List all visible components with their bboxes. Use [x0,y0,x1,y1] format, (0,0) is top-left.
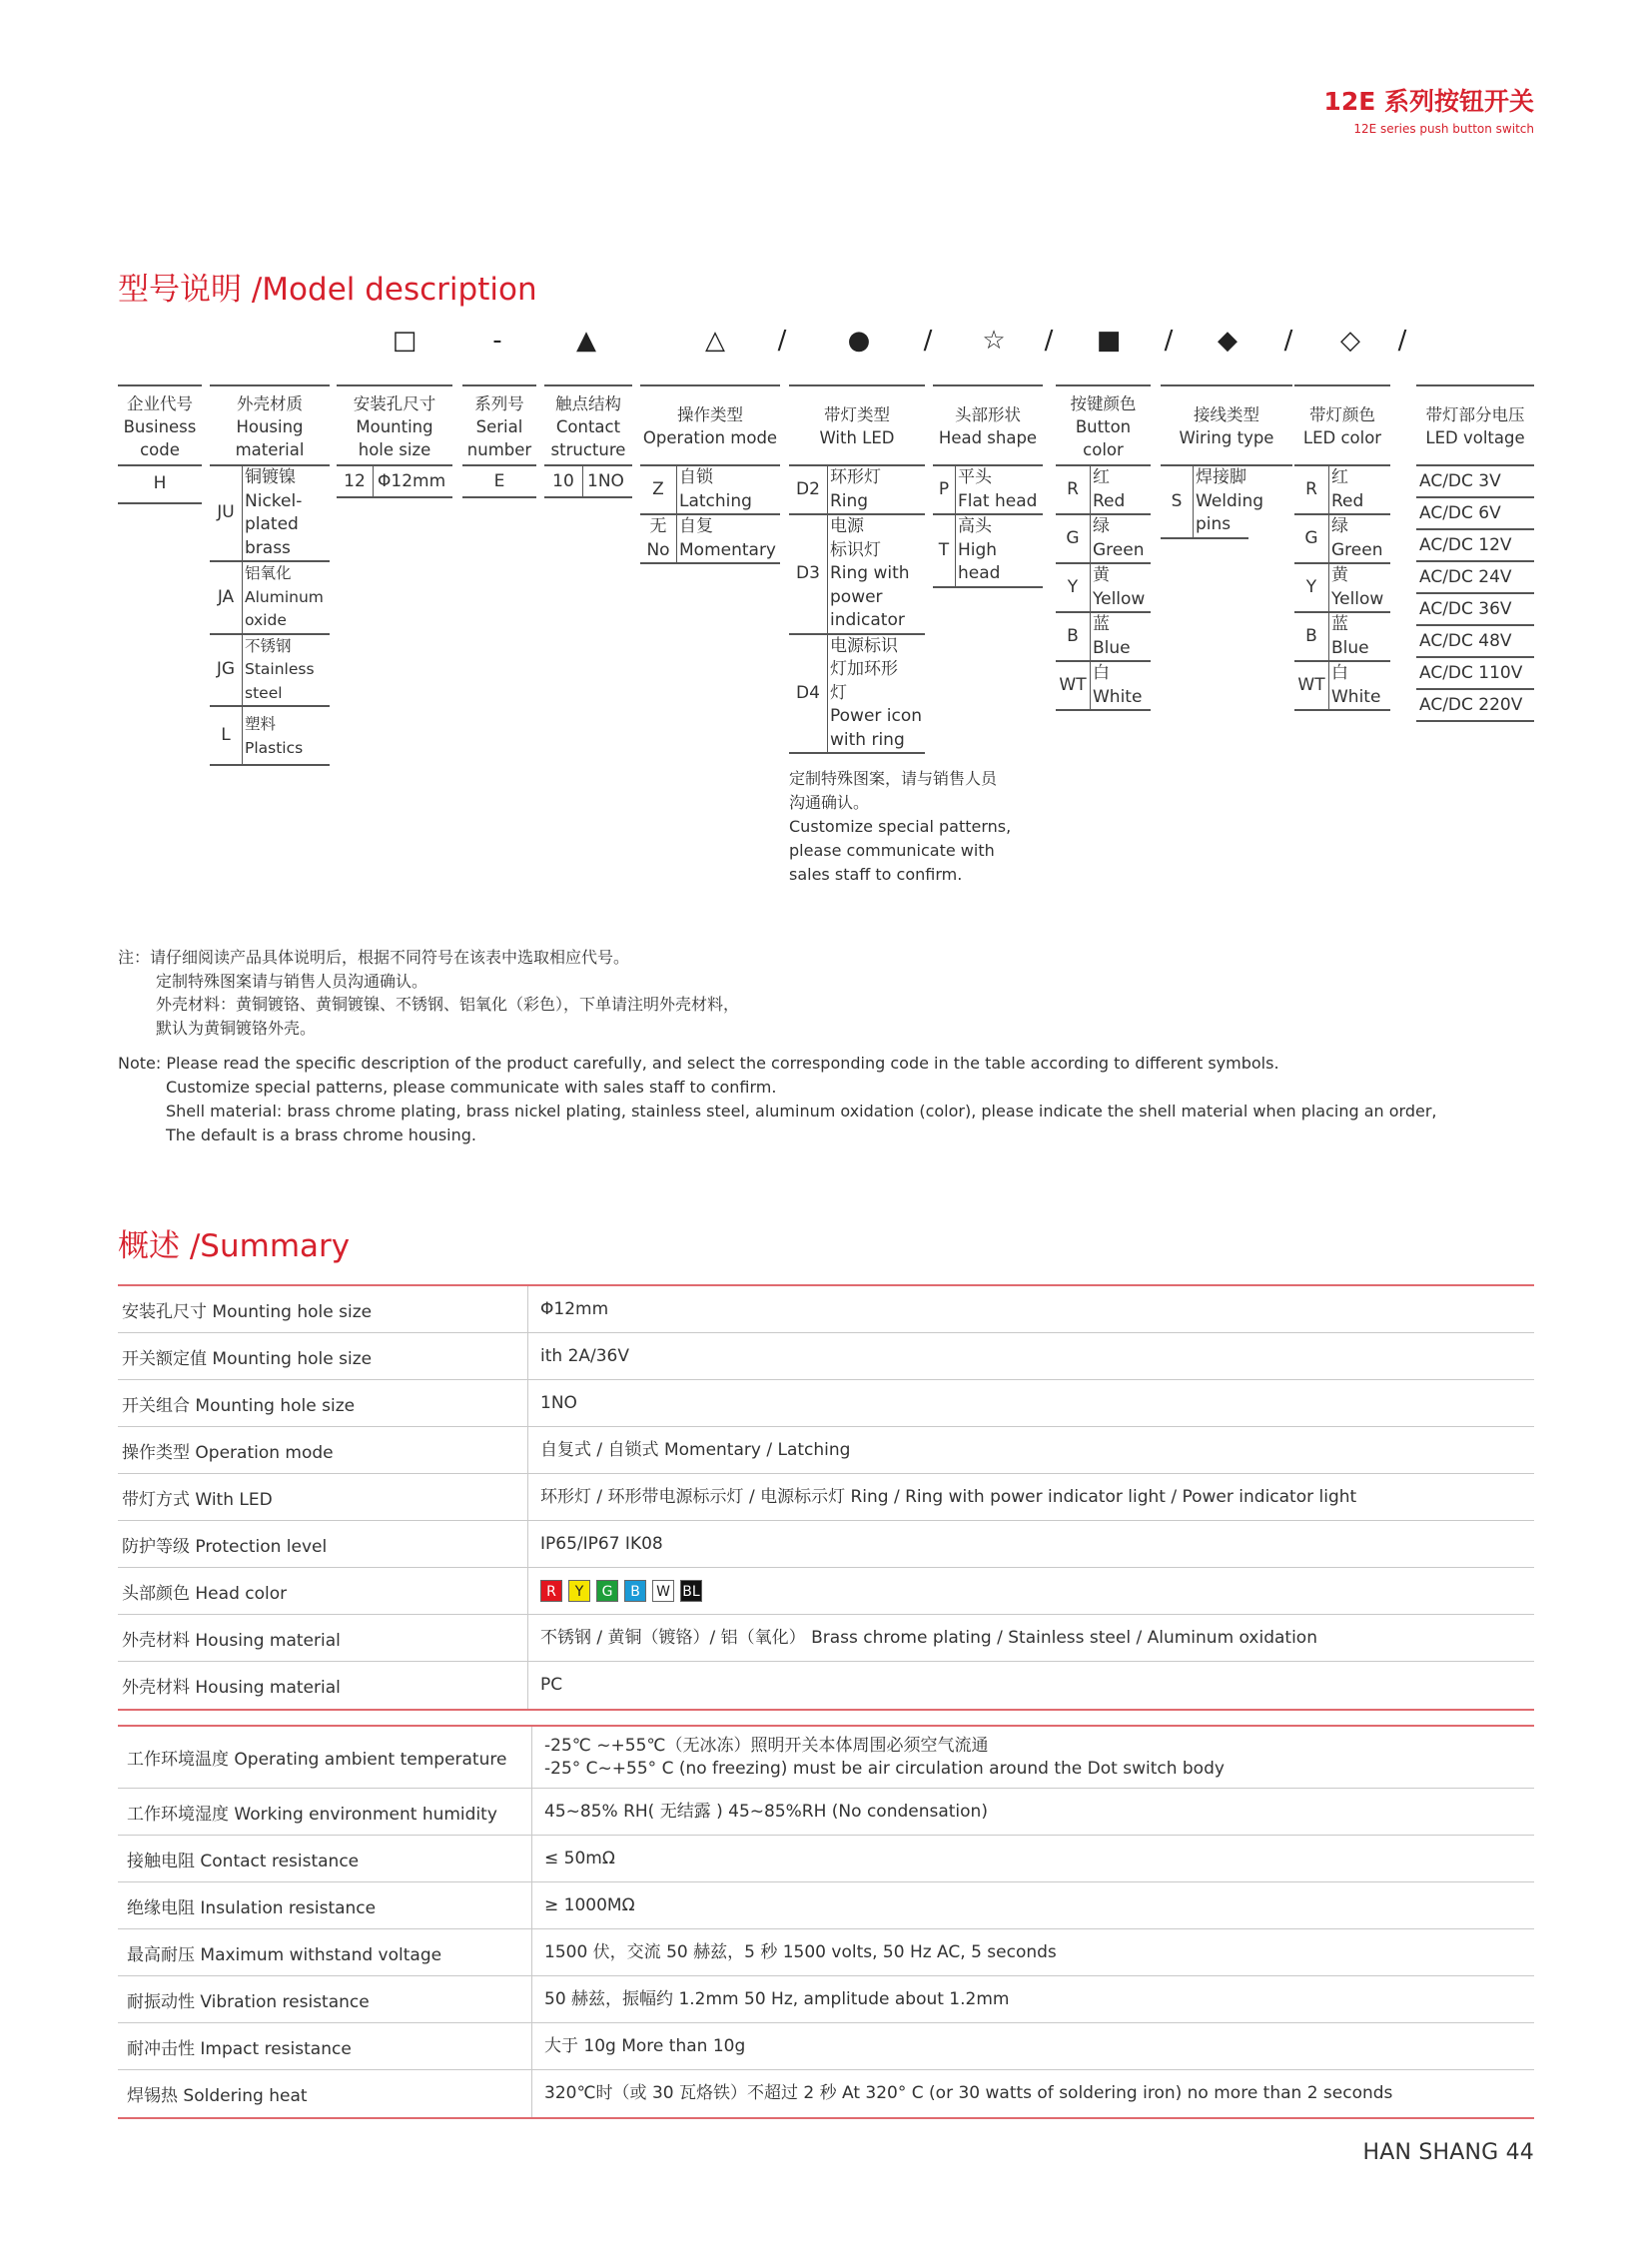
table-row: 绝缘电阻 Insulation resistance ≥ 1000MΩ [118,1882,1534,1929]
led-voltage-value: AC/DC 3V [1416,466,1534,498]
color-chip-black: BL [680,1580,702,1602]
col-head-shape [933,384,1043,588]
symbol-dash: - [492,326,502,356]
contact-option: 10 1NO [544,466,632,498]
col-housing-material [210,384,330,766]
page-footer [1362,2140,1534,2165]
led-custom-note: 定制特殊图案，请与销售人员 沟通确认。 Customize special patterns, please communicate with sales staff to confirm. [789,769,1012,884]
table-row: 外壳材料 Housing material PC [118,1662,1534,1709]
symbol-slash: / [923,326,933,356]
col-header: 操作类型 Operation mode [640,386,780,466]
symbol-slash: / [777,326,787,356]
led-voltage-value: AC/DC 24V [1416,562,1534,594]
led-voltage-value: AC/DC 110V [1416,658,1534,690]
table-row: 外壳材料 Housing material 不锈钢 / 黄铜（镀铬）/ 铝（氧化） Brass chrome plating / Stainless steel / Aluminum oxidation [118,1615,1534,1662]
header-title-cn: 12E 系列按钮开关 [1323,87,1534,116]
col-header: 头部形状 Head shape [933,386,1043,466]
led-color-option: G 绿 Green [1294,515,1390,564]
led-option: D2 环形灯 Ring [789,466,925,515]
led-color-option: WT 白 White [1294,662,1390,711]
symbol-slash: / [1044,326,1054,356]
led-color-option: R 红 Red [1294,466,1390,515]
col-wiring-type [1161,384,1292,539]
table-row: 耐冲击性 Impact resistance 大于 10g More than 10g [118,2023,1534,2070]
table-row: 头部颜色 Head color R Y G B W BL [118,1568,1534,1615]
operation-option: 无 No 自复 Momentary [640,515,780,564]
col-header: 带灯部分电压 LED voltage [1416,386,1534,466]
col-led-voltage [1416,384,1534,722]
col-header: 触点结构 Contact structure [544,386,632,466]
symbol-led-color: ◇ [1340,326,1360,356]
footer-page-number: 44 [1505,2140,1534,2165]
table-row: 安装孔尺寸 Mounting hole size Φ12mm [118,1286,1534,1333]
col-with-led [789,384,925,754]
housing-option: JG 不锈钢 Stainless steel [210,635,330,708]
serial-value: E [462,466,536,498]
head-option: P 平头 Flat head [933,466,1043,515]
col-serial-number [462,384,536,498]
button-color-option: B 蓝 Blue [1056,613,1151,662]
col-header: 接线类型 Wiring type [1161,386,1292,466]
housing-option: JU 铜镀镍 Nickel- plated brass [210,466,330,562]
symbol-slash: / [1283,326,1293,356]
housing-option: JA 铝氧化 Aluminum oxide [210,562,330,635]
header-title-en: 12E series push button switch [1353,122,1534,136]
table-row: 开关组合 Mounting hole size 1NO [118,1380,1534,1427]
footer-brand: HAN SHANG [1362,2140,1499,2165]
col-company-code [118,384,202,504]
operation-option: Z 自锁 Latching [640,466,780,515]
col-header: 按键颜色 Button color [1056,386,1151,466]
col-header: 安装孔尺寸 Mounting hole size [337,386,452,466]
table-row: 开关额定值 Mounting hole size ith 2A/36V [118,1333,1534,1380]
color-chip-yellow: Y [568,1580,590,1602]
led-option: D4 电源标识 灯加环形 灯 Power icon with ring [789,635,925,755]
head-option: T 高头 High head [933,515,1043,588]
table-row: 带灯方式 With LED 环形灯 / 环形带电源标示灯 / 电源标示灯 Ring / Ring with power indicator light / Power indicator light [118,1474,1534,1521]
col-contact-structure [544,384,632,498]
led-voltage-value: AC/DC 36V [1416,594,1534,626]
button-color-option: Y 黄 Yellow [1056,564,1151,613]
symbol-wiring: ◆ [1218,326,1238,356]
table-row: 工作环境温度 Operating ambient temperature -25℃ ~+55℃（无冰冻）照明开关本体周围必须空气流通 -25° C~+55° C (no freezing) must be air circulation around the Dot switch body [118,1727,1534,1789]
company-code-value: H [118,466,202,504]
col-header: 外壳材质 Housing material [210,386,330,466]
notes-en: Note: Please read the specific description of the product carefully, and select the corresponding code in the table according to different symbols. Customize special patterns, please communicate with sales staff to confirm. Shell material: brass chrome plating, brass nickel plating, stainless steel, aluminum oxidation (color), please indicate the shell material when placing an order, The default is a brass chrome housing. [118,1054,1437,1144]
col-header: 带灯颜色 LED color [1294,386,1390,466]
table-row: 防护等级 Protection level IP65/IP67 IK08 [118,1521,1534,1568]
table-row: 焊锡热 Soldering heat 320℃时（或 30 瓦烙铁）不超过 2 秒 At 320° C (or 30 watts of soldering iron) no more than 2 seconds [118,2070,1534,2117]
led-color-option: Y 黄 Yellow [1294,564,1390,613]
table-row: 耐振动性 Vibration resistance 50 赫兹，振幅约 1.2mm 50 Hz, amplitude about 1.2mm [118,1976,1534,2023]
color-chip-blue: B [624,1580,646,1602]
col-header: 带灯类型 With LED [789,386,925,466]
led-voltage-value: AC/DC 48V [1416,626,1534,658]
col-led-color [1294,384,1390,711]
led-voltage-value: AC/DC 12V [1416,530,1534,562]
col-button-color [1056,384,1151,711]
color-chip-white: W [652,1580,674,1602]
summary-table-1 [118,1284,1534,1711]
summary-table-2 [118,1725,1534,2119]
led-option: D3 电源 标识灯 Ring with power indicator [789,515,925,635]
summary-section-title: 概述 /Summary [118,1228,351,1264]
head-color-chips [527,1568,1534,1614]
mounting-option: 12 Φ12mm [337,466,452,498]
model-section-title: 型号说明 /Model description [118,272,537,308]
symbol-slash: / [1164,326,1174,356]
col-header: 系列号 Serial number [462,386,536,466]
led-voltage-value: AC/DC 6V [1416,498,1534,530]
col-header: 企业代号 Business code [118,386,202,466]
table-row: 接触电阻 Contact resistance ≤ 50mΩ [118,1836,1534,1882]
wiring-option: S 焊接脚 Welding pins [1161,466,1248,539]
table-row: 工作环境湿度 Working environment humidity 45~85% RH( 无结露 ) 45~85%RH (No condensation) [118,1789,1534,1836]
symbol-mounting: □ [392,326,417,356]
color-chip-red: R [540,1580,562,1602]
symbol-head: ☆ [982,326,1006,356]
symbol-led: ● [847,326,871,356]
table-row: 最高耐压 Maximum withstand voltage 1500 伏，交流 50 赫兹，5 秒 1500 volts, 50 Hz AC, 5 seconds [118,1929,1534,1976]
button-color-option: WT 白 White [1056,662,1151,711]
color-chip-green: G [596,1580,618,1602]
led-voltage-value: AC/DC 220V [1416,690,1534,722]
notes-cn: 注：请仔细阅读产品具体说明后，根据不同符号在该表中选取相应代号。 定制特殊图案请与销售人员沟通确认。 外壳材料：黄铜镀铬、黄铜镀镍、不锈钢、铝氧化（彩色），下单请注明外壳材料， 默认为黄铜镀铬外壳。 [118,948,740,1038]
button-color-option: R 红 Red [1056,466,1151,515]
symbol-slash: / [1397,326,1407,356]
led-color-option: B 蓝 Blue [1294,613,1390,662]
symbol-operation: △ [705,326,725,356]
col-mounting-hole [337,384,452,498]
symbol-contact: ▲ [576,326,596,356]
button-color-option: G 绿 Green [1056,515,1151,564]
symbol-button-color: ■ [1096,326,1122,356]
col-operation-mode [640,384,780,564]
table-row: 操作类型 Operation mode 自复式 / 自锁式 Momentary / Latching [118,1427,1534,1474]
housing-option: L 塑料 Plastics [210,707,330,766]
